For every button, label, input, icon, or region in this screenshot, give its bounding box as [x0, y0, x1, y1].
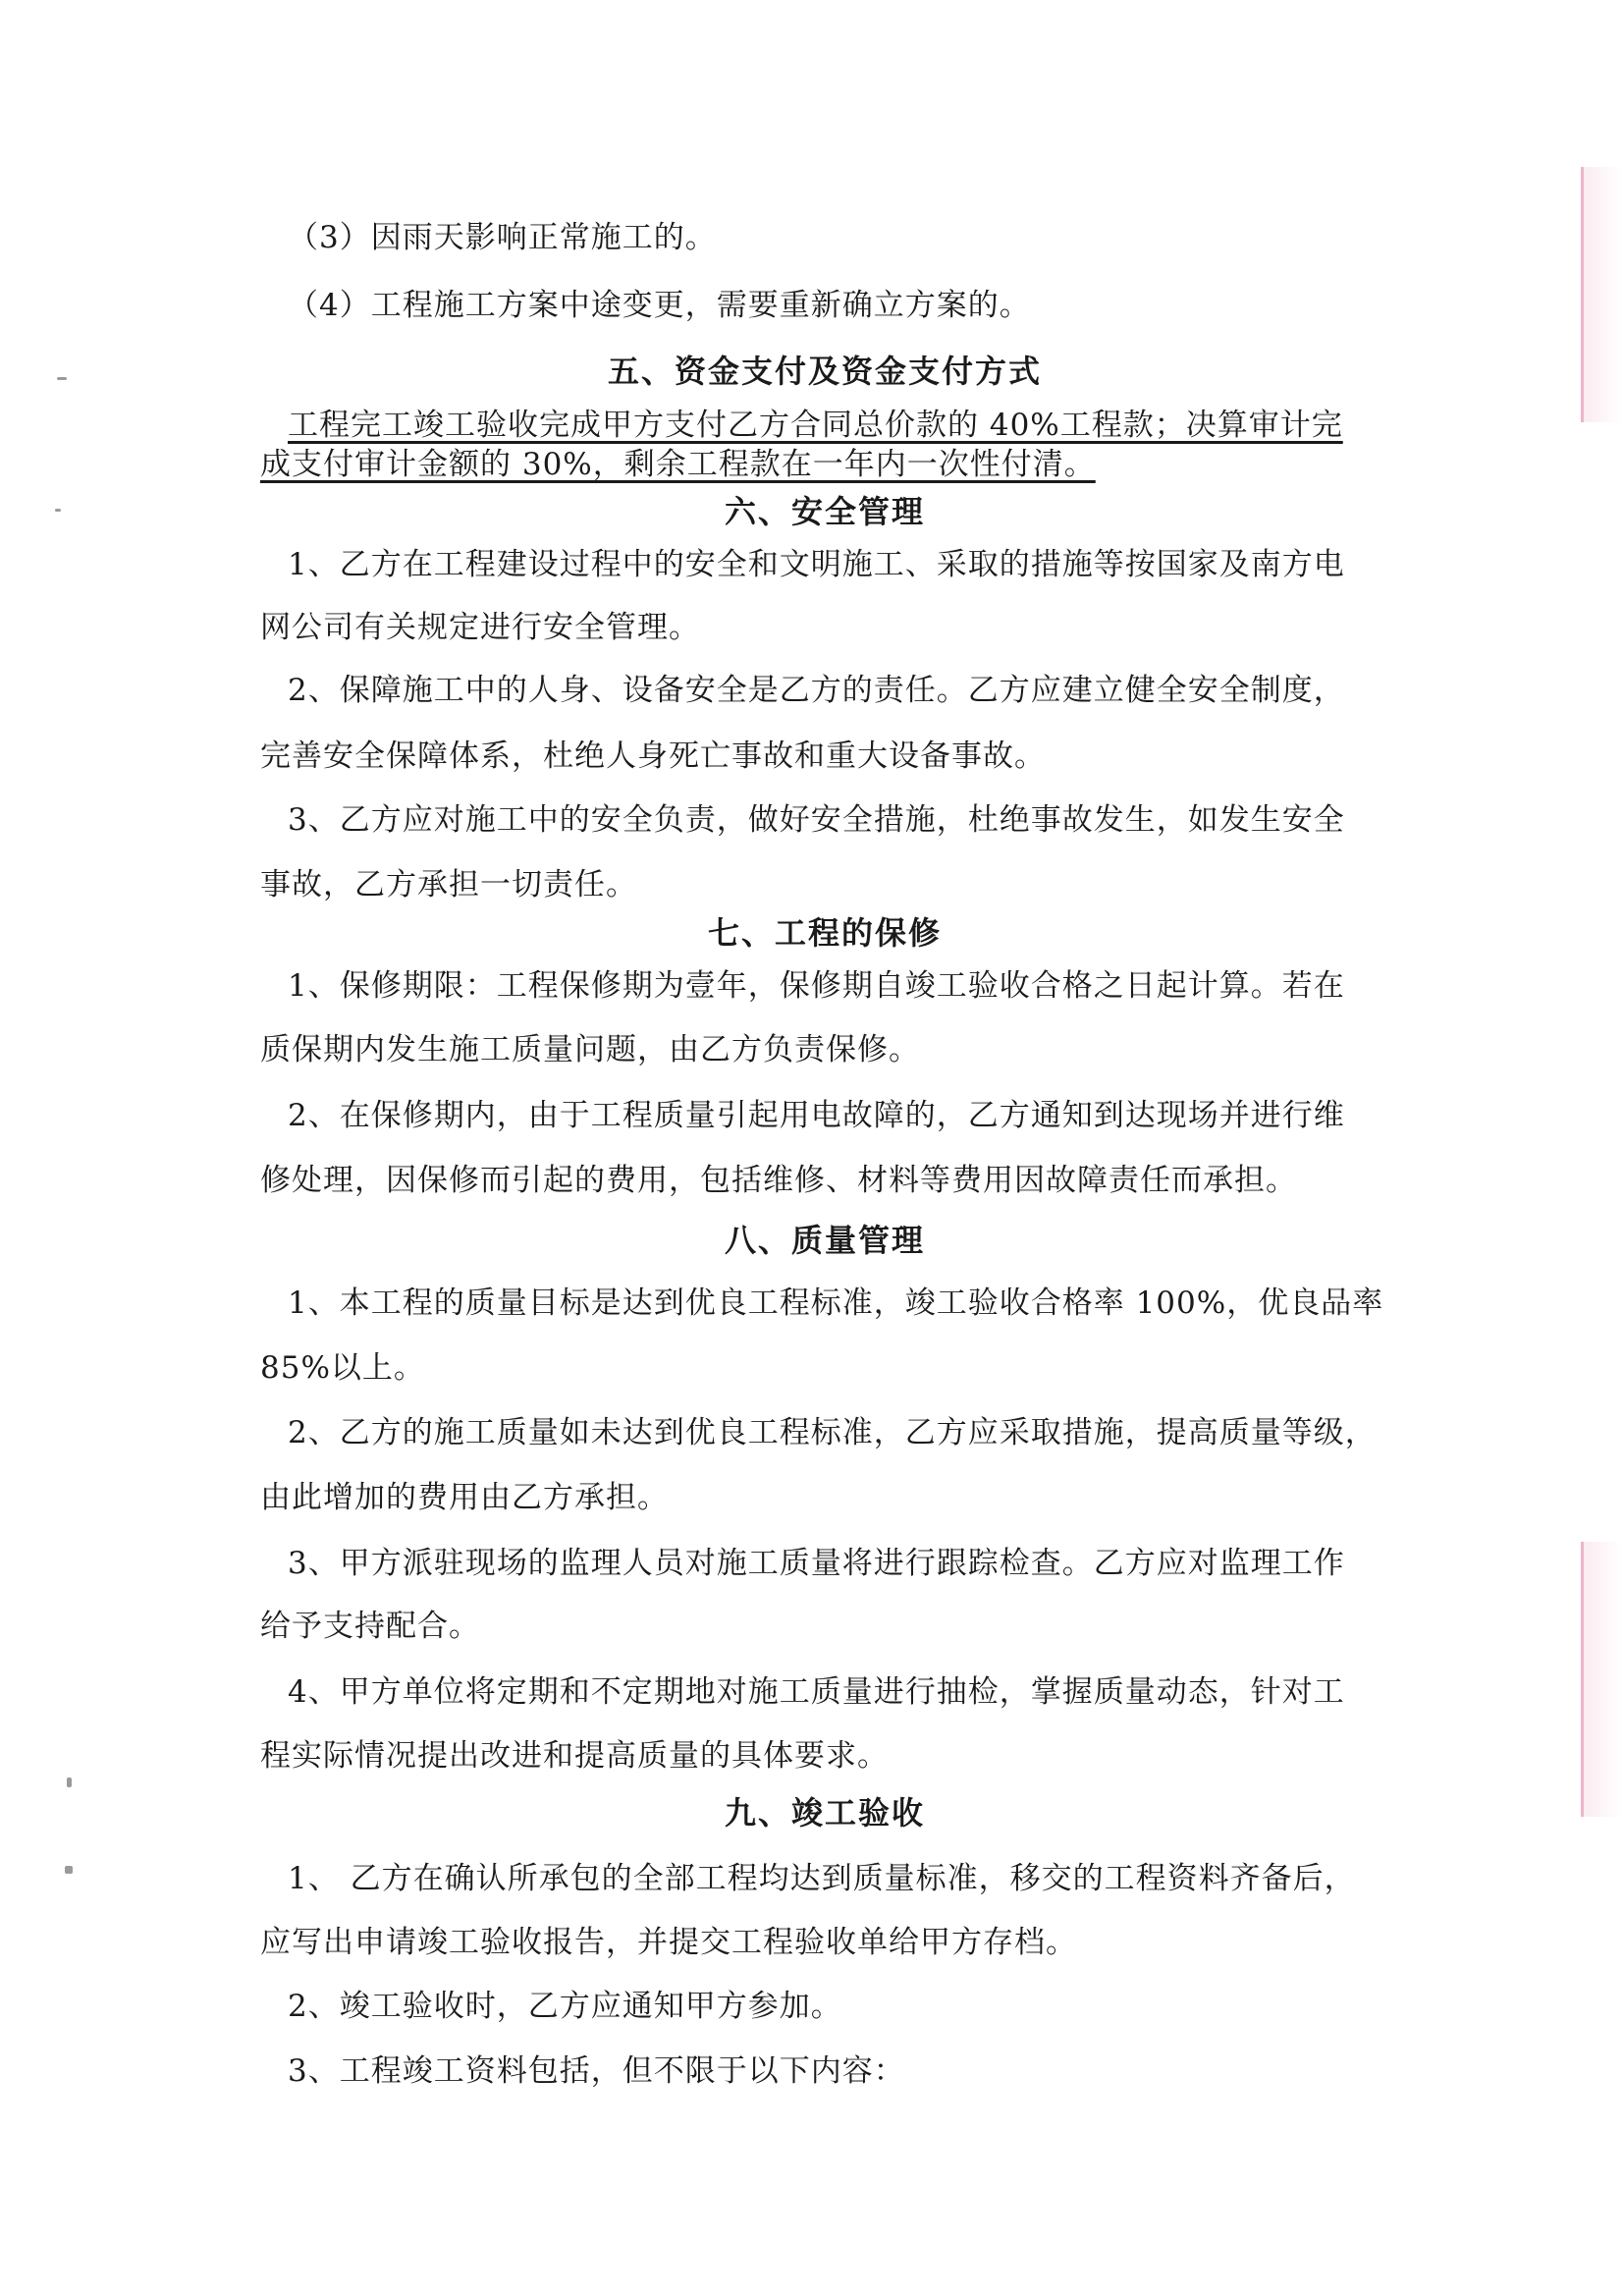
- scan-speck: [55, 509, 61, 512]
- paragraph-line: 网公司有关规定进行安全管理。: [260, 610, 700, 645]
- section-heading-acceptance: 九、竣工验收: [724, 1794, 925, 1831]
- paragraph-line: 1、本工程的质量目标是达到优良工程标准，竣工验收合格率 100%，优良品率: [288, 1285, 1384, 1321]
- paragraph-line: 3、乙方应对施工中的安全负责，做好安全措施，杜绝事故发生，如发生安全: [288, 802, 1345, 838]
- paragraph-line: 2、竣工验收时，乙方应通知甲方参加。: [288, 1989, 842, 2024]
- section-heading-safety: 六、安全管理: [724, 493, 925, 530]
- paragraph-line: 完善安全保障体系，杜绝人身死亡事故和重大设备事故。: [260, 738, 1046, 774]
- paragraph-line: 给予支持配合。: [260, 1609, 480, 1644]
- paragraph-line: 由此增加的费用由乙方承担。: [260, 1480, 669, 1515]
- paragraph-line: 1、 乙方在确认所承包的全部工程均达到质量标准，移交的工程资料齐备后，: [288, 1861, 1356, 1896]
- clause-line: （4）工程施工方案中途变更，需要重新确立方案的。: [288, 288, 1031, 323]
- paragraph-line: 1、乙方在工程建设过程中的安全和文明施工、采取的措施等按国家及南方电: [288, 547, 1345, 582]
- paragraph-line: 4、甲方单位将定期和不定期地对施工质量进行抽检，掌握质量动态，针对工: [288, 1674, 1345, 1710]
- scan-speck: [57, 377, 67, 380]
- paragraph-line: 2、保障施工中的人身、设备安全是乙方的责任。乙方应建立健全安全制度，: [288, 673, 1345, 708]
- paragraph-line: 修处理，因保修而引起的费用，包括维修、材料等费用因故障责任而承担。: [260, 1163, 1297, 1198]
- paragraph-line: 程实际情况提出改进和提高质量的具体要求。: [260, 1738, 889, 1774]
- paragraph-line: 3、甲方派驻现场的监理人员对施工质量将进行跟踪检查。乙方应对监理工作: [288, 1546, 1345, 1581]
- scan-speck: [67, 1777, 72, 1787]
- seal-fragment-top: [1581, 167, 1623, 422]
- section-heading-warranty: 七、工程的保修: [707, 914, 942, 952]
- clause-line: （3）因雨天影响正常施工的。: [288, 220, 717, 255]
- payment-terms-line: 成支付审计金额的 30%，剩余工程款在一年内一次性付清。: [260, 447, 1096, 482]
- section-heading-payment: 五、资金支付及资金支付方式: [607, 353, 1042, 390]
- paragraph-line: 应写出申请竣工验收报告，并提交工程验收单给甲方存档。: [260, 1925, 1077, 1960]
- paragraph-line: 2、在保修期内，由于工程质量引起用电故障的，乙方通知到达现场并进行维: [288, 1098, 1345, 1133]
- scan-speck: [65, 1866, 73, 1874]
- paragraph-line: 85%以上。: [260, 1350, 425, 1386]
- paragraph-line: 事故，乙方承担一切责任。: [260, 867, 637, 902]
- payment-terms-line: 工程完工竣工验收完成甲方支付乙方合同总价款的 40%工程款；决算审计完: [288, 408, 1343, 443]
- paragraph-line: 2、乙方的施工质量如未达到优良工程标准，乙方应采取措施，提高质量等级，: [288, 1415, 1377, 1450]
- paragraph-line: 质保期内发生施工质量问题，由乙方负责保修。: [260, 1032, 920, 1067]
- paragraph-line: 1、保修期限：工程保修期为壹年，保修期自竣工验收合格之日起计算。若在: [288, 968, 1345, 1004]
- paragraph-line: 3、工程竣工资料包括，但不限于以下内容：: [288, 2053, 905, 2089]
- seal-fragment-bottom: [1581, 1542, 1623, 1817]
- section-heading-quality: 八、质量管理: [724, 1222, 925, 1259]
